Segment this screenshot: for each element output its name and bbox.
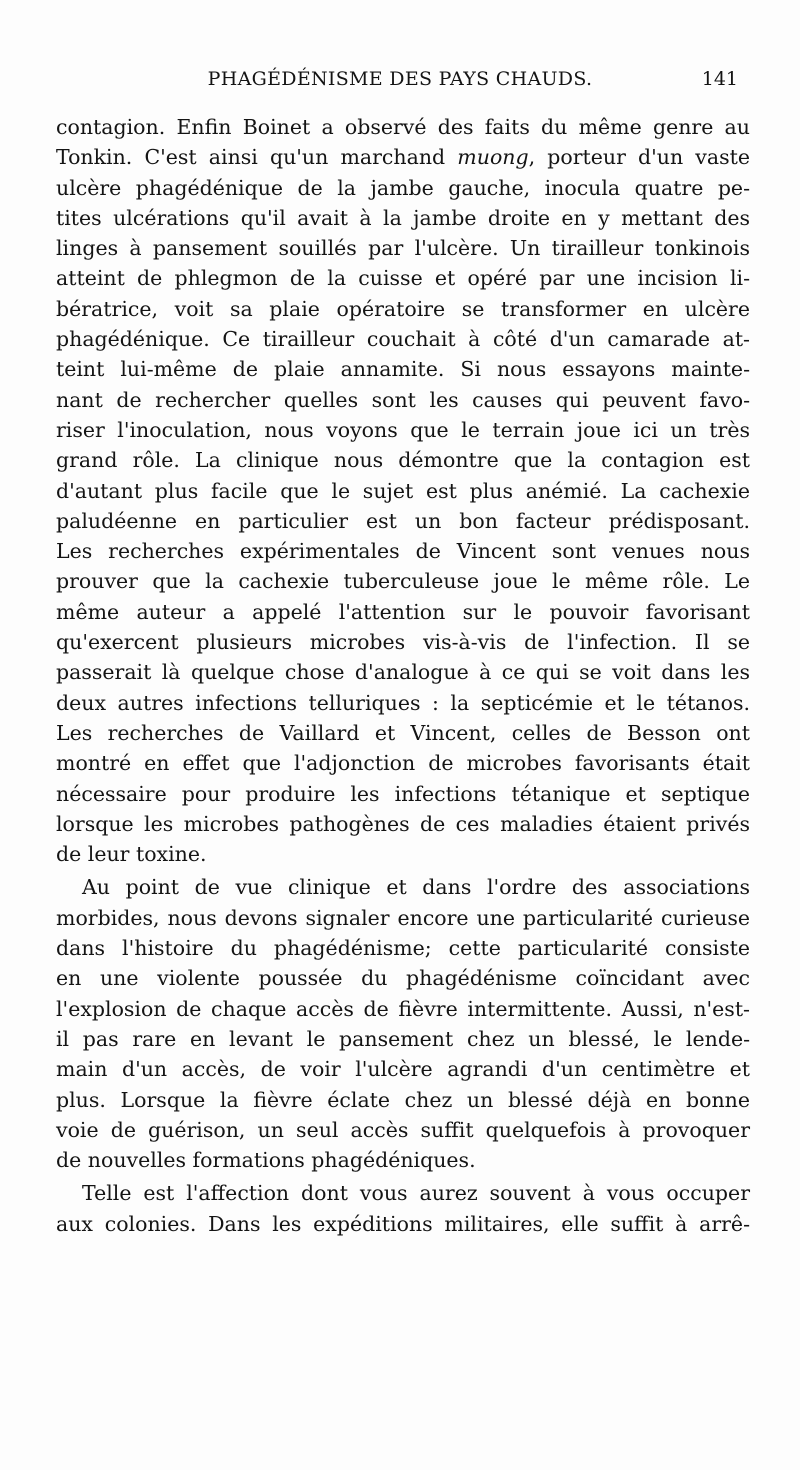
text-line: deux autres infections telluriques : la septicémie et le tétanos. [56, 690, 750, 715]
text-line: riser l'inoculation, nous voyons que le terrain joue ici un très [56, 417, 750, 442]
running-title: PHAGÉDÉNISME DES PAYS CHAUDS. [207, 68, 593, 90]
text-line: de leur toxine. [56, 842, 207, 867]
text-line: morbides, nous devons signaler encore une particularité curieuse [56, 905, 750, 930]
text-line: aux colonies. Dans les expéditions militaires, elle suffit à arrê- [56, 1211, 750, 1236]
text-line: teint lui-même de plaie annamite. Si nous essayons mainte- [56, 357, 750, 382]
text-line: nécessaire pour produire les infections tétanique et septique [56, 781, 750, 806]
text-line: bératrice, voit sa plaie opératoire se transformer en ulcère [56, 296, 750, 321]
text-segment: , porteur d'un vaste [528, 145, 750, 170]
text-line: dans l'histoire du phagédénisme; cette particularité consiste [56, 936, 750, 961]
italic-word: muong [457, 145, 529, 170]
text-line: de nouvelles formations phagédéniques. [56, 1148, 476, 1173]
text-line: atteint de phlegmon de la cuisse et opéré par une incision li- [56, 266, 750, 291]
text-line: plus. Lorsque la fièvre éclate chez un blessé déjà en bonne [56, 1087, 750, 1112]
text-line: lorsque les microbes pathogènes de ces maladies étaient privés [56, 811, 750, 836]
text-line: linges à pansement souillés par l'ulcère. Un tirailleur tonkinois [56, 236, 750, 261]
text-line: main d'un accès, de voir l'ulcère agrandi d'un centimètre et [56, 1057, 750, 1082]
paragraph-first-line: Telle est l'affection dont vous aurez souvent à vous occuper [82, 1181, 750, 1206]
text-line: en une violente poussée du phagédénisme coïncidant avec [56, 966, 750, 991]
running-head [56, 64, 744, 94]
text-line: passerait là quelque chose d'analogue à ce qui se voit dans les [56, 660, 750, 685]
paragraph-first-line: Au point de vue clinique et dans l'ordre des associations [82, 875, 750, 900]
text-line: grand rôle. La clinique nous démontre que la contagion est [56, 448, 750, 473]
text-line: ulcère phagédénique de la jambe gauche, inocula quatre pe- [56, 175, 750, 200]
body-text [56, 112, 750, 1239]
text-line: l'explosion de chaque accès de fièvre intermittente. Aussi, n'est- [56, 996, 750, 1021]
text-segment: Tonkin. C'est ainsi qu'un marchand [56, 145, 446, 170]
text-line: il pas rare en levant le pansement chez un blessé, le lende- [56, 1026, 750, 1051]
text-line: d'autant plus facile que le sujet est plus anémié. La cachexie [56, 478, 750, 503]
page-number: 141 [701, 68, 738, 90]
text-line: tites ulcérations qu'il avait à la jambe droite en y mettant des [56, 205, 750, 230]
text-line: même auteur a appelé l'attention sur le pouvoir favorisant [56, 599, 750, 624]
text-line: phagédénique. Ce tirailleur couchait à côté d'un camarade at- [56, 327, 750, 352]
text-line: montré en effet que l'adjonction de microbes favorisants était [56, 751, 750, 776]
text-line: contagion. Enfin Boinet a observé des faits du même genre au [56, 115, 750, 139]
text-line: prouver que la cachexie tuberculeuse joue le même rôle. Le [56, 569, 750, 594]
text-line: Les recherches expérimentales de Vincent sont venues nous [56, 539, 750, 564]
text-line [56, 142, 750, 172]
text-line: qu'exercent plusieurs microbes vis-à-vis de l'infection. Il se [56, 630, 750, 655]
text-line: Les recherches de Vaillard et Vincent, celles de Besson ont [56, 720, 750, 745]
text-line: nant de rechercher quelles sont les causes qui peuvent favo- [56, 387, 750, 412]
text-line: paludéenne en particulier est un bon facteur prédisposant. [56, 508, 750, 533]
text-line: voie de guérison, un seul accès suffit quelquefois à provoquer [56, 1117, 750, 1142]
